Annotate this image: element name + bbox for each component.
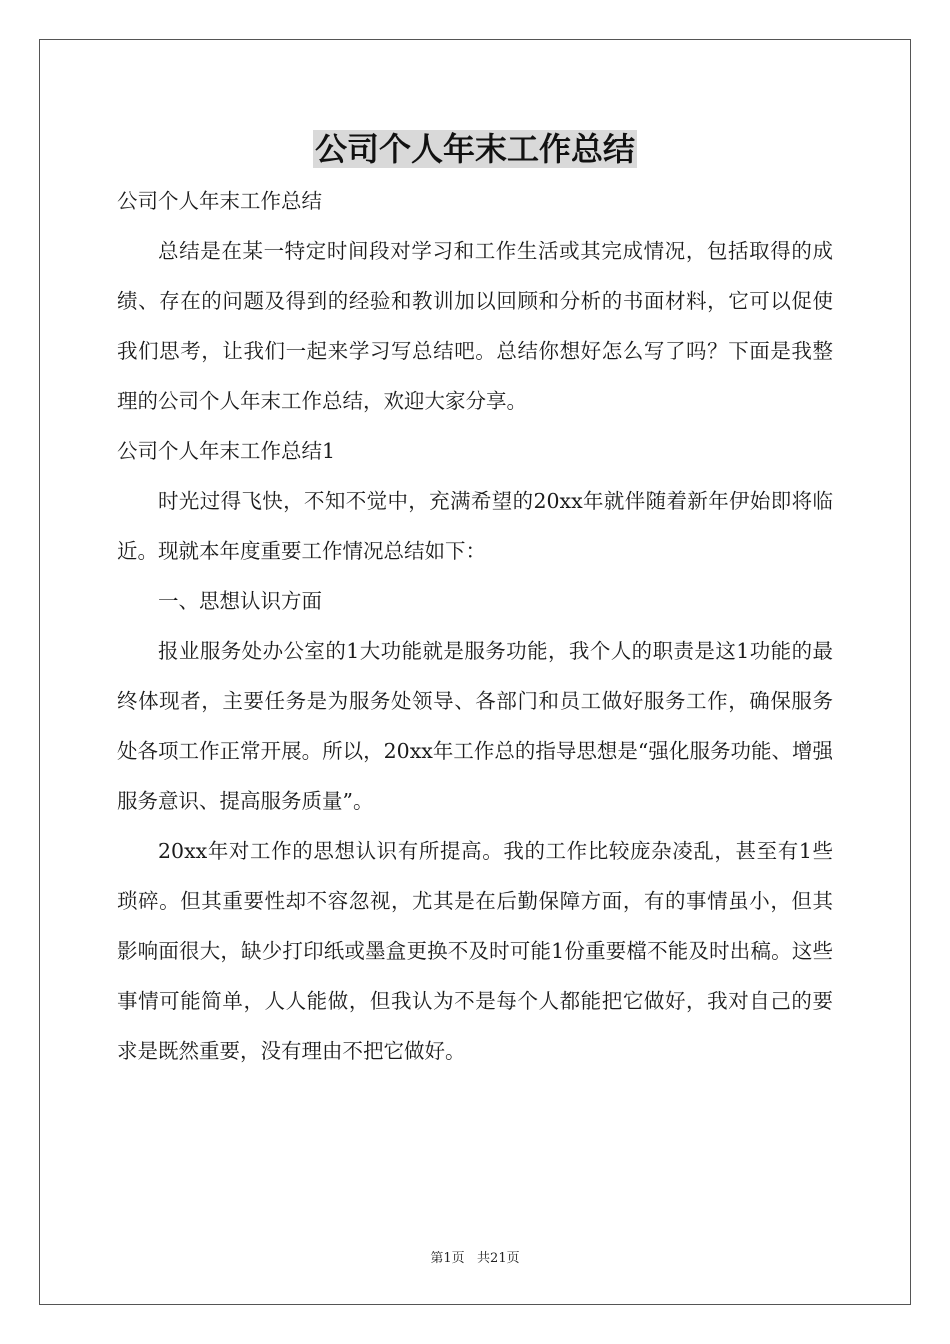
- page-footer: 第1页 共21页: [430, 1251, 520, 1266]
- paragraph: 报业服务处办公室的1大功能就是服务功能，我个人的职责是这1功能的最终体现者，主要任务是为服务处领导、各部门和员工做好服务工作，确保服务处各项工作正常开展。所以，20xx年工作总的指导思想是“强化服务功能、增强服务意识、提高服务质量”。: [117, 639, 833, 813]
- document-title-text: 公司个人年末工作总结: [314, 130, 635, 168]
- section-heading: 一、思想认识方面: [158, 589, 322, 613]
- paragraph: 总结是在某一特定时间段对学习和工作生活或其完成情况，包括取得的成绩、存在的问题及得到的经验和教训加以回顾和分析的书面材料，它可以促使我们思考，让我们一起来学习写总结吧。总结你想好怎么写了吗？下面是我整理的公司个人年末工作总结，欢迎大家分享。: [117, 239, 833, 413]
- paragraph: 公司个人年末工作总结: [117, 189, 322, 213]
- document-body: [117, 176, 833, 1076]
- paragraph: 时光过得飞快，不知不觉中，充满希望的20xx年就伴随着新年伊始即将临近。现就本年度重要工作情况总结如下：: [117, 489, 833, 563]
- paragraph: 20xx年对工作的思想认识有所提高。我的工作比较庞杂凌乱，甚至有1些琐碎。但其重要性却不容忽视，尤其是在后勤保障方面，有的事情虽小，但其影响面很大，缺少打印纸或墨盒更换不及时可能1份重要檔不能及时出稿。这些事情可能简单，人人能做，但我认为不是每个人都能把它做好，我对自己的要求是既然重要，没有理由不把它做好。: [117, 839, 833, 1063]
- document-title: [0, 124, 950, 174]
- section-heading: 公司个人年末工作总结1: [117, 439, 336, 463]
